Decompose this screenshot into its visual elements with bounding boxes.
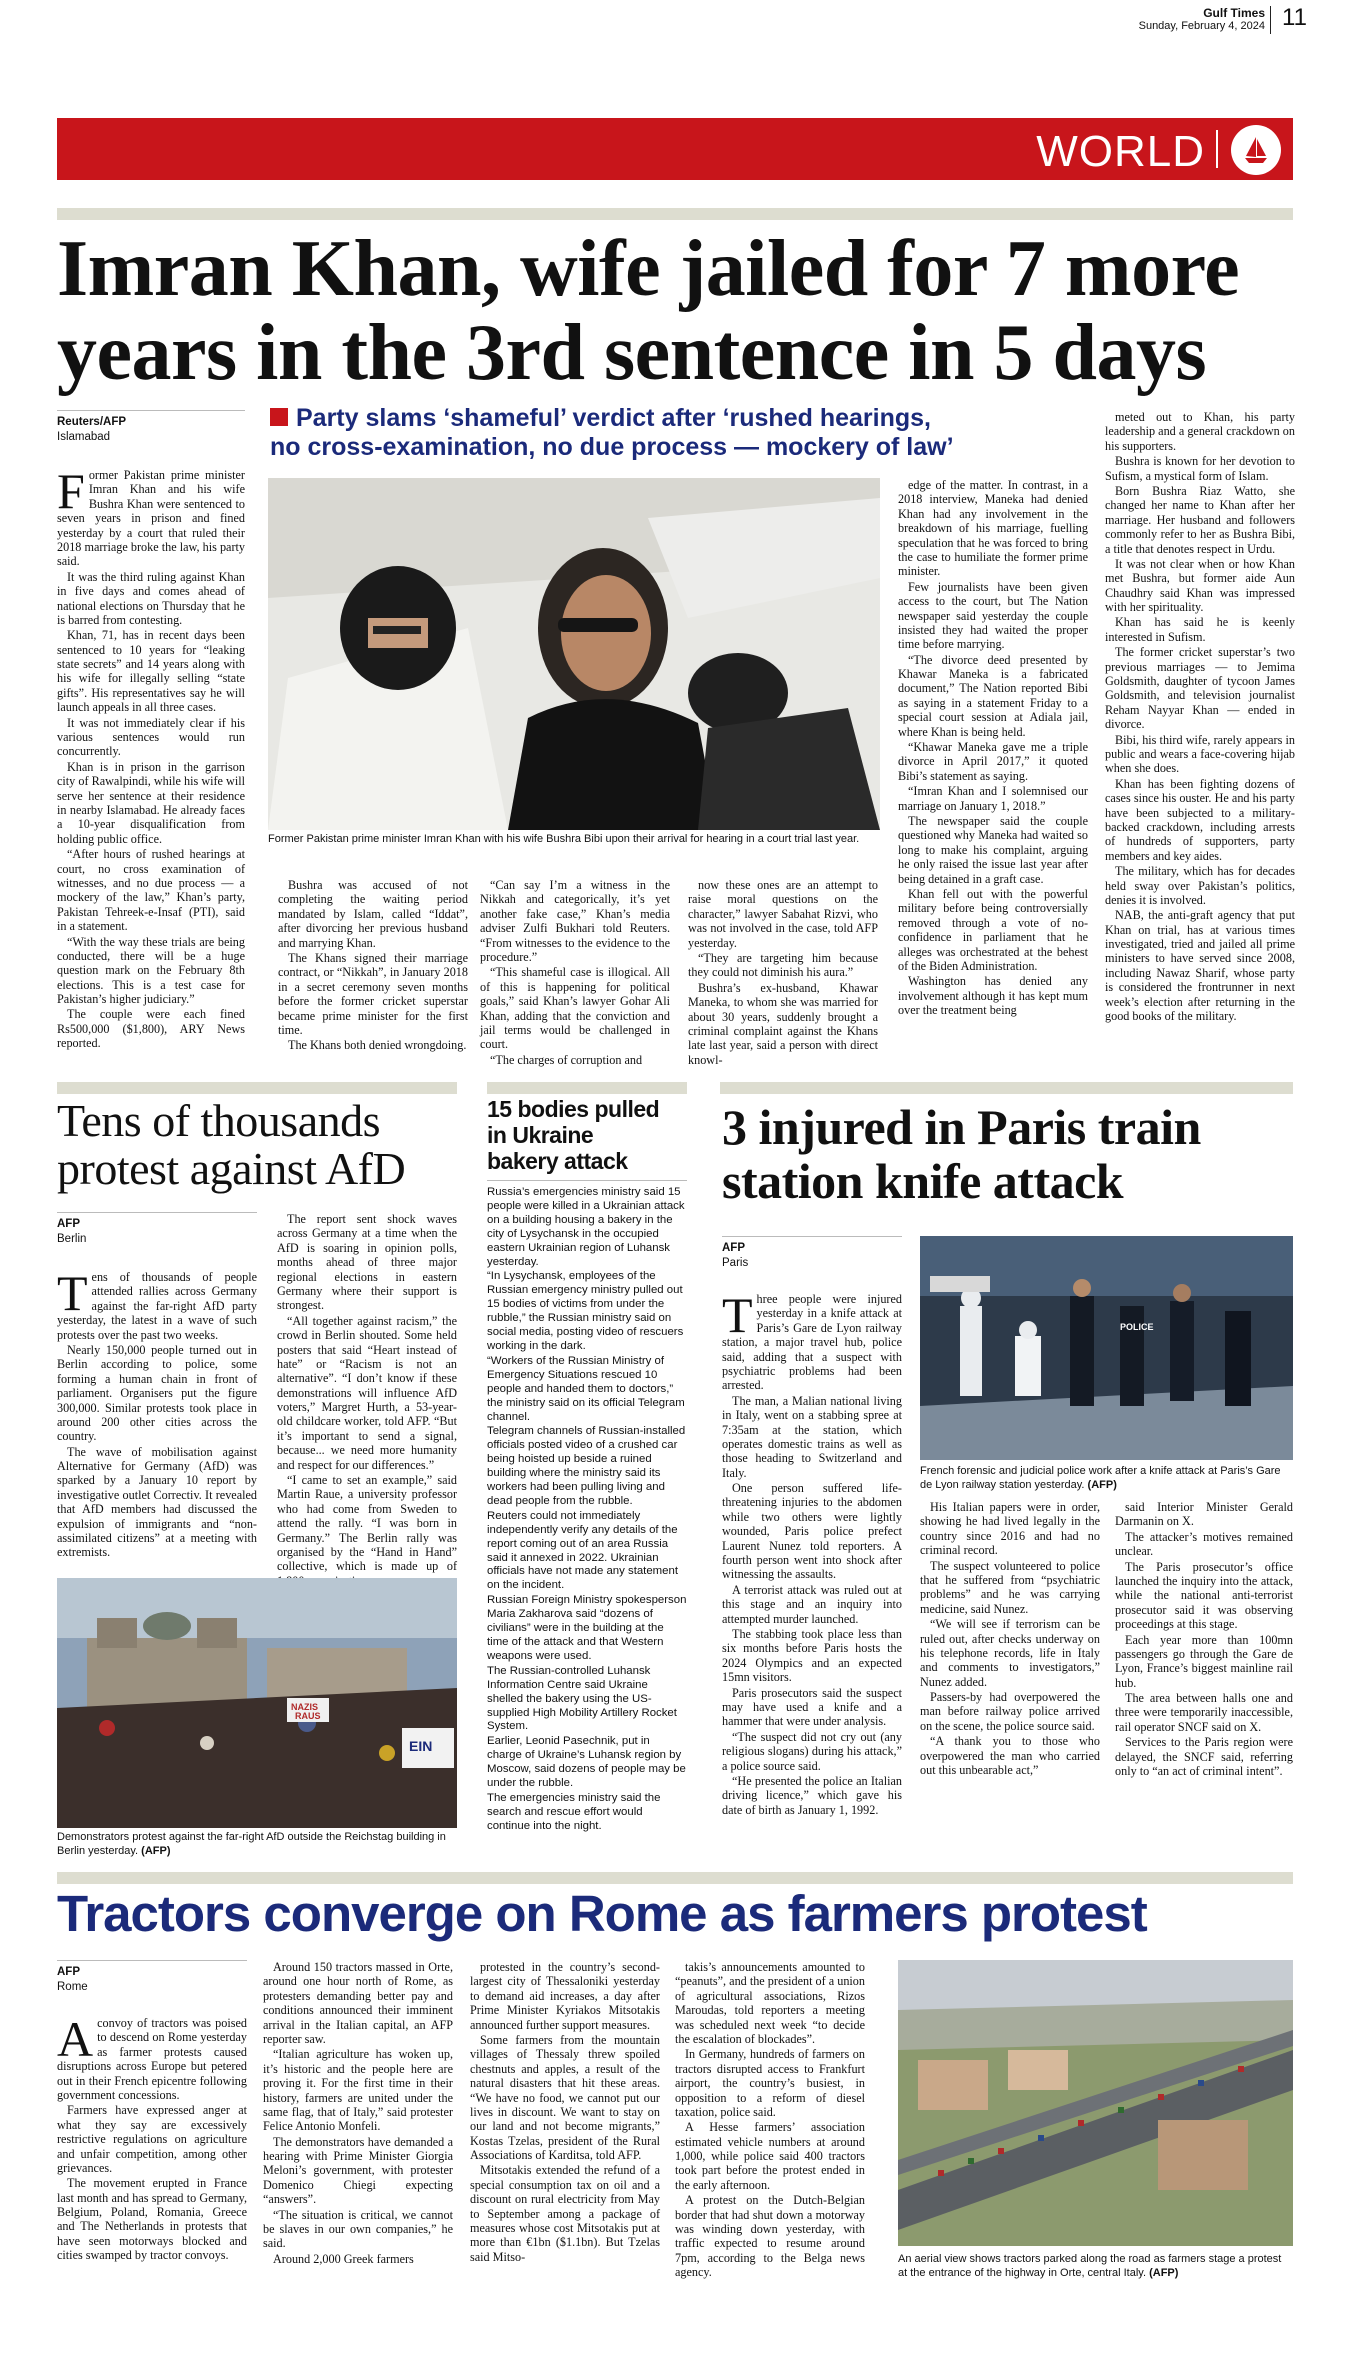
paris-col3-p2: The Paris prosecutor’s office launched the inquiry into the attack, while the national anti-terrorist prosecutor said it was observing proceedings at this stage. <box>1115 1559 1293 1632</box>
tractors-caption-text: An aerial view shows tractors parked along the road as farmers stage a protest at the entrance of the highway in Orte, central Italy. <box>898 2253 1282 2280</box>
khan-col1-p1: It was the third ruling against Khan in five days and comes ahead of national elections on Thursday that he is barred from contesting. <box>57 569 245 627</box>
page-number: 11 <box>1282 4 1307 31</box>
khan-col5-p2: “The divorce deed presented by Khawar Maneka is a fabricated document,” The Nation reported Bibi as saying in a statement Friday to a special court session at Adiala jail, where Khan is being held. <box>898 652 1088 739</box>
khan-col5-p1: Few journalists have been given access to the court, but The Nation newspaper said yesterday the couple insisted they had waited the proper time before marrying. <box>898 579 1088 652</box>
sign-police: POLICE <box>1120 1322 1154 1332</box>
dhow-logo-icon <box>1231 125 1281 175</box>
tractors-col2-p0: Around 150 tractors massed in Orte, around one hour north of Rome, as protesters demanding better pay and conditions announced their imminent arrival in the Italian capital, an AFP reporter saw. <box>263 1960 453 2046</box>
khan-col2 <box>278 878 468 1053</box>
khan-col5-p4: “Imran Khan and I solemnised our marriage on January 1, 2018.” <box>898 784 1088 813</box>
paris-col1-p7: “He presented the police an Italian driving licence,” which gave his date of birth as January 1, 1992. <box>722 1773 902 1817</box>
paris-rule <box>720 1082 1293 1094</box>
khan-col6-p5: The former cricket superstar’s two previous marriages — to Jemima Goldsmith, daughter of tycoon James Goldsmith, and television journalist Reham Nayyar Khan — ended in divorce. <box>1105 645 1295 732</box>
afd-headline-line1: Tens of thousands <box>57 1095 381 1146</box>
tractors-col4-p3: A protest on the Dutch-Belgian border that had shut down a motorway was winding down yesterday, with traffic expected to resume around 7pm, according to the Belga news agency. <box>675 2193 865 2280</box>
khan-col6-p2: Born Bushra Riaz Watto, she changed her name to Khan after her marriage. Her husband and followers commonly refer to her as Bushra Bibi, a title that denotes respect in Urdu. <box>1105 483 1295 556</box>
khan-subhead-line1: Party slams ‘shameful’ verdict after ‘rushed hearings, <box>296 404 931 432</box>
section-title: WORLD <box>1036 127 1205 176</box>
afd-caption-credit: (AFP) <box>141 1845 171 1858</box>
drop-cap: F <box>57 463 85 519</box>
afd-col1-p2: The wave of mobilisation against Alternative for Germany (AfD) was sparked by a January 10 report by investigative outlet Correctiv. It revealed that AfD members had discussed the expulsion of immigrants and “non-assimilated citizens” at a meeting with extremists. <box>57 1444 257 1560</box>
ukraine-headline-line3: bakery attack <box>487 1148 628 1174</box>
paris-photo <box>920 1236 1293 1460</box>
paris-col3-p1: The attacker’s motives remained unclear. <box>1115 1529 1293 1559</box>
tractors-col4-p2: A Hesse farmers’ association estimated vehicle numbers at around 1,000, while police said 400 tractors took part before the protest ended in the early afternoon. <box>675 2120 865 2192</box>
paris-col2-p1: The suspect volunteered to police that he suffered from “psychiatric problems” and he was carrying medicine, said Nunez. <box>920 1558 1100 1616</box>
tractors-col1 <box>57 2011 247 2356</box>
khan-col6-p9: NAB, the anti-graft agency that put Khan on trial, has at various times investigated, tried and jailed all prime ministers to have served since 2008, including Nawaz Sharif, whose party is considered the frontrunner in next week’s election after returning in the good books of the military. <box>1105 908 1295 1024</box>
byline-place: Islamabad <box>57 430 111 443</box>
tractors-col2-p1: “Italian agriculture has woken up, it’s historic and the people here are proving it. For the first time in their history, farmers are united under the same flag, that of Italy,” said protester Felice Antonio Monfeli. <box>263 2047 453 2134</box>
paris-col3-p0: said Interior Minister Gerald Darmanin on X. <box>1115 1500 1293 1529</box>
section-divider <box>1216 130 1218 168</box>
tractors-col4-p1: In Germany, hundreds of farmers on tractors disrupted access to Frankfurt airport, the country’s busiest, in opposition to a reform of diesel taxation, police said. <box>675 2047 865 2119</box>
khan-col5-p6: Khan fell out with the powerful military before being controversially removed through a vote of no-confidence in parliament that he alleges was orchestrated at the behest of the Biden Administration. <box>898 886 1088 973</box>
masthead-divider <box>1270 6 1271 34</box>
khan-col2-p0: Bushra was accused of not completing the waiting period mandated by Islam, called “Iddat”, after divorcing her previous husband and marrying Khan. <box>278 878 468 950</box>
khan-col6-p6: Bibi, his third wife, rarely appears in public and wears a face-covering hijab when she does. <box>1105 732 1295 776</box>
drop-cap: T <box>57 1265 88 1321</box>
ukraine-p3: Telegram channels of Russian-installed officials posted video of a crushed car being hoisted up beside a ruined building where the ministry said its workers had been pulling living and dead people from the rubble. <box>487 1425 686 1507</box>
ukraine-body <box>487 1186 687 1858</box>
afd-col2-p1: “All together against racism,” the crowd in Berlin shouted. Some held posters that said “Heart instead of hate” or “Racism is not an alternative”. “I don’t know if these demonstrations will influence AfD voters,” Margret Hurth, a 53-year-old childcare worker, told AFP. “But it’s important to send a signal, because... we need more humanity and respect for our differences.” <box>277 1313 457 1472</box>
ukraine-headline <box>487 1096 687 1174</box>
paris-col3-p3: Each year more than 100mn passengers go through the Gare de Lyon, France’s biggest mainline rail hub. <box>1115 1632 1293 1690</box>
khan-col6-p0: meted out to Khan, his party leadership and a general crackdown on his supporters. <box>1105 410 1295 453</box>
ukraine-p8: The emergencies ministry said the search and rescue effort would continue into the night. <box>487 1791 661 1832</box>
khan-col1-p4: Khan is in prison in the garrison city of Rawalpindi, while his wife will serve her sentence at their residence in nearby Islamabad. He already faces a 10-year disqualification from holding public office. <box>57 759 245 846</box>
subhead-marker-icon <box>270 408 288 426</box>
khan-col4-p0: now these ones are an attempt to raise moral questions on the character,” lawyer Sabahat Rizvi, who was not involved in the case, told AFP yesterday. <box>688 878 878 950</box>
tractors-col3-p2: Mitsotakis extended the refund of a special consumption tax on oil and a discount on rural electricity from May to September among a package of measures whose cost Mitsotakis put at more than €1bn ($1.1bn). But Tzelas said Mitso- <box>470 2163 660 2264</box>
tractors-headline: Tractors converge on Rome as farmers protest <box>57 1885 1147 1942</box>
khan-col1 <box>57 463 245 1051</box>
ukraine-rule-thin <box>487 1180 687 1181</box>
tractors-col4 <box>675 1960 865 2356</box>
tractors-col2-p4: Around 2,000 Greek farmers <box>273 2251 414 2266</box>
byline-agency: Reuters/AFP <box>57 416 127 428</box>
khan-col1-p6: “With the way these trials are being conducted, there will be a huge question mark on the February 8th elections. This is a test case for Pakistan’s higher judiciary.” <box>57 934 245 1007</box>
khan-col1-p7: The couple were each fined Rs500,000 ($1,800), ARY News reported. <box>57 1007 245 1051</box>
paris-caption-credit: (AFP) <box>1087 1479 1117 1492</box>
drop-cap: T <box>722 1287 753 1343</box>
tractors-col3-p1: Some farmers from the mountain villages of Thessaly threw spoiled chestnuts and apples, a result of the natural disasters that hit these areas. “We have no food, we cannot put our lives in discount. We want to stay on our land and not become migrants,” Kostas Tzelas, president of the Rural Associations of Karditsa, told AFP. <box>470 2032 660 2163</box>
ukraine-p5: Russian Foreign Ministry spokesperson Maria Zakharova said “dozens of civilians” were in the building at the time of the attack and that Western weapons were used. <box>487 1594 687 1662</box>
sign-nazis: NAZIS <box>291 1702 318 1712</box>
tractors-byline <box>57 1960 247 1995</box>
tractors-col1-p2: The movement erupted in France last month and has spread to Germany, Belgium, Poland, Romania, Greece and The Netherlands in protests that have seen motorways blocked and cities swamped by tractor convoys. <box>57 2176 247 2263</box>
paris-col2 <box>920 1500 1100 1864</box>
khan-photo <box>268 478 880 830</box>
tractors-rule <box>57 1872 1293 1884</box>
afd-col1-p0: ens of thousands of people attended rallies across Germany against the far-right AfD party yesterday, the latest in a wave of such protests over the past two weeks. <box>57 1270 257 1342</box>
paris-col1-p5: Paris prosecutors said the suspect may have used a knife and a hammer that were under analysis. <box>722 1685 902 1729</box>
khan-col4 <box>688 878 878 1067</box>
tractors-col3 <box>470 1960 660 2356</box>
afd-rule <box>57 1082 457 1094</box>
khan-byline <box>57 410 245 445</box>
tractors-col1-p1: Farmers have expressed anger at what they say are excessively restrictive regulations on agriculture and unfair competition, among other grievances. <box>57 2103 247 2175</box>
afd-col1-p1: Nearly 150,000 people turned out in Berlin according to police, some forming a human chain in front of parliament. Organisers put the figure 300,000. Similar protests took place in around 200 other cities across the country. <box>57 1342 257 1444</box>
khan-col3-p2: “The charges of corruption and <box>490 1052 643 1067</box>
ukraine-p1: “In Lysychansk, employees of the Russian emergency ministry pulled out 15 bodies of victims from under the rubble,” the Russian ministry said on social media, posting video of rescuers working in the dark. <box>487 1270 684 1352</box>
paris-col3-p5: Services to the Paris region were delayed, the SNCF said, referring only to “an act of criminal intent”. <box>1115 1735 1293 1779</box>
masthead-date: Sunday, February 4, 2024 <box>1138 20 1265 32</box>
tractors-col2 <box>263 1960 453 2356</box>
paris-caption-text: French forensic and judicial police work after a knife attack at Paris’s Gare de Lyon railway station yesterday. <box>920 1465 1281 1492</box>
paris-col1-p0: hree people were injured yesterday in a knife attack at Paris’s Gare de Lyon railway station, a major travel hub, police said, adding that a suspect with psychiatric problems had been arrested. <box>722 1292 902 1393</box>
tractors-col4-p0: takis’s announcements amounted to “peanuts”, and the president of a union of agricultural associations, Rizos Maroudas, told reporters a meeting was scheduled next week “to decide the escalation of blockades”. <box>675 1960 865 2046</box>
tractors-photo <box>898 1960 1293 2246</box>
khan-col5-p0: edge of the matter. In contrast, in a 2018 interview, Maneka had denied Khan had any involvement in the breakdown of his marriage, fuelling speculation that he was forced to bring the case to humiliate the former prime minister. <box>898 478 1088 579</box>
tractors-col2-p3: “The situation is critical, we cannot be slaves in our own companies,” he said. <box>263 2207 453 2251</box>
paris-photo-caption <box>920 1464 1293 1493</box>
khan-col5-p5: The newspaper said the couple questioned why Maneka had waited so long to make his complaint, arguing he only raised the issue last year after being detained in a graft case. <box>898 813 1088 886</box>
paris-col1-p3: A terrorist attack was ruled out at this stage and an inquiry into attempted murder launched. <box>722 1582 902 1626</box>
khan-col6-p8: The military, which has for decades held sway over Pakistan’s politics, denies it is involved. <box>1105 864 1295 907</box>
khan-col2-p2: The Khans both denied wrongdoing. <box>288 1038 467 1053</box>
top-rule <box>57 208 1293 220</box>
khan-headline-line1: Imran Khan, wife jailed for 7 more <box>57 225 1240 313</box>
byline-agency: AFP <box>57 1966 80 1978</box>
byline-agency: AFP <box>722 1242 745 1254</box>
khan-col6-p1: Bushra is known for her devotion to Sufism, a mystical form of Islam. <box>1105 454 1295 483</box>
afd-col2 <box>277 1212 457 1574</box>
khan-col1-p5: “After hours of rushed hearings at court, no cross examination of witnesses, and no due process — a mockery of the law,” Khan’s party, Pakistan Tehreek-e-Insaf (PTI), said in a statement. <box>57 847 245 934</box>
section-banner <box>57 118 1293 180</box>
sign-raus: RAUS <box>295 1711 321 1721</box>
ukraine-p7: Earlier, Leonid Pasechnik, put in charge of Ukraine’s Luhansk region by Moscow, said dozens of people may be under the rubble. <box>487 1735 686 1790</box>
khan-subhead <box>270 404 1090 462</box>
paris-byline <box>722 1236 902 1271</box>
paris-col1-p2: One person suffered life-threatening injuries to the abdomen while two others were lightly wounded, Paris police prefect Laurent Nunez told reporters. A fourth person went into shock after witnessing the assaults. <box>722 1481 902 1582</box>
afd-photo <box>57 1578 457 1828</box>
paris-col2-p0: His Italian papers were in order, showing he had lived legally in the country since 2016 and had no criminal record. <box>920 1500 1100 1558</box>
paris-col2-p4: “A thank you to those who overpowered the man who carried out this unbearable act,” <box>920 1734 1100 1778</box>
afd-photo-caption <box>57 1830 457 1859</box>
ukraine-p6: The Russian-controlled Luhansk Information Centre said Ukraine shelled the bakery using the US-supplied High Mobility Artillery Rocket System. <box>487 1664 677 1733</box>
paris-col3 <box>1115 1500 1293 1864</box>
paris-col1 <box>722 1287 902 1864</box>
khan-col1-p0: ormer Pakistan prime minister Imran Khan and his wife Bushra Khan were sentenced to seven years in prison and fined yesterday by a court that ruled their 2018 marriage broke the law, his party said. <box>57 468 245 569</box>
khan-col6-p3: It was not clear when or how Khan met Bushra, but former aide Aun Chaudhry said Khan was impressed with her spirituality. <box>1105 556 1295 615</box>
khan-col5-p7: Washington has denied any involvement although it has kept mum over the treatment being <box>898 974 1088 1018</box>
khan-col5 <box>898 478 1088 1023</box>
sign-ein: EIN <box>409 1738 433 1754</box>
ukraine-p4: Reuters could not immediately independently verify any details of the report coming out of an area Russia said it annexed in 2022. Ukrainian officials have not made any statement on the incident. <box>487 1509 679 1592</box>
byline-place: Berlin <box>57 1232 87 1245</box>
khan-col5-p3: “Khawar Maneka gave me a triple divorce in April 2017,” it quoted Bibi’s statement as saying. <box>898 740 1088 783</box>
khan-col6 <box>1105 410 1295 1023</box>
khan-col4-p1: “They are targeting him because they could not diminish his aura.” <box>688 950 878 980</box>
paris-col1-p4: The stabbing took place less than six months before Paris hosts the 2024 Olympics and an expected 15mn visitors. <box>722 1626 902 1685</box>
byline-agency: AFP <box>57 1218 80 1230</box>
afd-col2-p0: The report sent shock waves across Germany at a time when the AfD is soaring in opinion polls, months ahead of three major regional elections in eastern Germany where their support is strongest. <box>277 1212 457 1313</box>
ukraine-p0: Russia’s emergencies ministry said 15 people were killed in a Ukrainian attack on a building housing a bakery in the city of Lysychansk in the occupied eastern Ukrainian region of Luhansk yesterday. <box>487 1186 685 1268</box>
ukraine-headline-line1: 15 bodies pulled <box>487 1096 660 1122</box>
ukraine-headline-line2: in Ukraine <box>487 1122 594 1148</box>
khan-subhead-line2: no cross-examination, no due process — mockery of law’ <box>270 433 954 461</box>
khan-col3 <box>480 878 670 1067</box>
khan-col1-p3: It was not immediately clear if his various sentences would run concurrently. <box>57 715 245 759</box>
afd-col2-p2: “I came to set an example,” said Martin Raue, a university professor who had come from Sweden to attend the rally. “I was born in Germany.” The Berlin rally was organised by the “Hand in Hand” collective, which is made up of <box>277 1473 457 1574</box>
paris-col1-p6: “The suspect did not cry out (any religious slogans) during his attack,” a police source said. <box>722 1729 902 1773</box>
afd-byline <box>57 1212 257 1247</box>
ukraine-rule <box>487 1082 687 1094</box>
tractors-col1-p0: convoy of tractors was poised to descend on Rome yesterday as farmer protests caused disruptions across Europe but petered out in their French epicentre following government concessions. <box>57 2016 247 2102</box>
tractors-photo-caption <box>898 2252 1293 2281</box>
byline-place: Paris <box>722 1256 749 1269</box>
khan-col6-p4: Khan has said he is keenly interested in Sufism. <box>1105 615 1295 644</box>
khan-col1-p2: Khan, 71, has in recent days been sentenced to 10 years for “leaking state secrets” and 14 years along with his wife for illegally selling “state gifts”. His representatives say he will launch appeals in all three cases. <box>57 628 245 715</box>
khan-col2-p1: The Khans signed their marriage contract, or “Nikkah”, in January 2018 in a secret ceremony seven months before the former cricket superstar became prime minister for the first time. <box>278 950 468 1037</box>
paris-headline-line1: 3 injured in Paris train <box>722 1099 1201 1155</box>
masthead-paper: Gulf Times <box>1203 6 1265 20</box>
ukraine-p2: “Workers of the Russian Ministry of Emergency Situations rescued 10 people and handed them to doctors,” the ministry said on its official Telegram channel. <box>487 1354 685 1423</box>
paris-col2-p3: Passers-by had overpowered the man before railway police arrived on the scene, the police source said. <box>920 1690 1100 1733</box>
tractors-col3-p0: protested in the country’s second-largest city of Thessaloniki yesterday to demand aid increases, a day after Prime Minister Kyriakos Mitsotakis announced further support measures. <box>470 1960 660 2032</box>
tractors-col2-p2: The demonstrators have demanded a hearing with Prime Minister Giorgia Meloni’s government, with protester Domenico Chiegi expecting “answers”. <box>263 2134 453 2207</box>
paris-headline-line2: station knife attack <box>722 1153 1124 1209</box>
afd-caption-text: Demonstrators protest against the far-right AfD outside the Reichstag building in Berlin yesterday. <box>57 1831 446 1858</box>
khan-photo-caption: Former Pakistan prime minister Imran Khan with his wife Bushra Bibi upon their arrival for hearing in a court trial last year. <box>268 833 860 845</box>
tractors-caption-credit: (AFP) <box>1149 2267 1179 2280</box>
khan-col3-p1: “This shameful case is illogical. All of this is happening for political goals,” said Khan’s lawyer Gohar Ali Khan, adding that the conviction and jail terms would be challenged in court. <box>480 965 670 1052</box>
paris-col1-p1: The man, a Malian national living in Italy, went on a stabbing spree at 7:35am at the station, which operates domestic trains as well as those heading to Switzerland and Italy. <box>722 1393 902 1480</box>
khan-headline-line2: years in the 3rd sentence in 5 days <box>57 309 1207 397</box>
afd-col1 <box>57 1265 257 1570</box>
paris-col3-p4: The area between halls one and three were temporarily inaccessible, rail operator SNCF said on X. <box>1115 1691 1293 1734</box>
byline-place: Rome <box>57 1980 88 1993</box>
khan-col3-p0: “Can say I’m a witness in the Nikkah and categorically, it’s yet another fake case,” Khan’s media adviser Zulfi Bukhari told Reuters. “From witnesses to the evidence to the procedure.” <box>480 878 670 964</box>
drop-cap: A <box>57 2011 94 2067</box>
paris-col2-p2: “We will see if terrorism can be ruled out, after checks underway on his telephone records, life in Italy and comments to investigators,” Nunez added. <box>920 1617 1100 1689</box>
afd-headline-line2: protest against AfD <box>57 1143 406 1194</box>
khan-col4-p2: Bushra’s ex-husband, Khawar Maneka, to whom she was married for about 30 years, suddenly brought a criminal complaint against the Khans late last year, said a person with direct knowl- <box>688 980 878 1067</box>
khan-col6-p7: Khan has been fighting dozens of cases since his ouster. He and his party have been subjected to a military-backed crackdown, including arrests of hundreds of supporters, party members and key aides. <box>1105 776 1295 863</box>
